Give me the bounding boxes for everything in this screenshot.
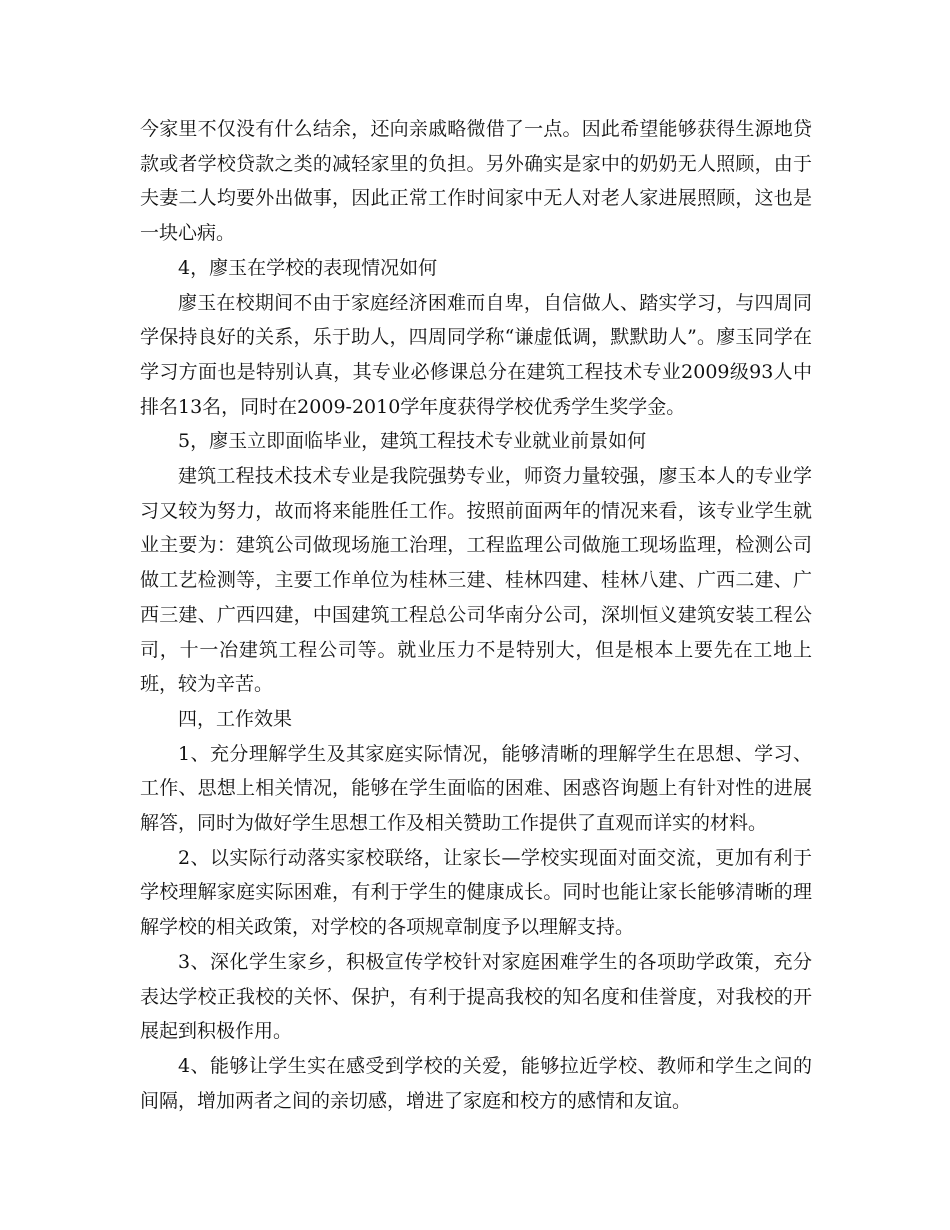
paragraph: 今家里不仅没有什么结余，还向亲戚略微借了一点。因此希望能够获得生源地贷款或者学校贷款之类的减轻家里的负担。另外确实是家中的奶奶无人照顾，由于夫妻二人均要外出做事，因此正常工作时间家中无人对老人家进展照顾，这也是一块心病。 — [140, 118, 812, 245]
paragraph: 4、能够让学生实在感受到学校的关爱，能够拉近学校、教师和学生之间的间隔，增加两者之间的亲切感，增进了家庭和校方的感情和友谊。 — [140, 1054, 812, 1112]
paragraph: 1、充分理解学生及其家庭实际情况，能够清晰的理解学生在思想、学习、工作、思想上相关情况，能够在学生面临的困难、困惑咨询题上有针对性的进展解答，同时为做好学生思想工作及相关赞助工作提供了直观而详实的材料。 — [140, 742, 812, 835]
paragraph: 3、深化学生家乡，积极宣传学校针对家庭困难学生的各项助学政策，充分表达学校正我校的关怀、保护，有利于提高我校的知名度和佳誉度，对我校的开展起到积极作用。 — [140, 950, 812, 1043]
document-page — [140, 112, 812, 1118]
paragraph: 建筑工程技术技术专业是我院强势专业，师资力量较强，廖玉本人的专业学习又较为努力，故而将来能胜任工作。按照前面两年的情况来看，该专业学生就业主要为：建筑公司做现场施工治理，工程监理公司做施工现场监理，检测公司做工艺检测等，主要工作单位为桂林三建、桂林四建、桂林八建、广西二建、广西三建、广西四建，中国建筑工程总公司华南分公司，深圳恒义建筑安装工程公司，十一冶建筑工程公司等。就业压力不是特别大，但是根本上要先在工地上班，较为辛苦。 — [140, 465, 812, 696]
paragraph: 廖玉在校期间不由于家庭经济困难而自卑，自信做人、踏实学习，与四周同学保持良好的关系，乐于助人，四周同学称“谦虚低调，默默助人”。廖玉同学在学习方面也是特别认真，其专业必修课总分在建筑工程技术专业2009级93人中排名13名，同时在2009-2010学年度获得学校优秀学生奖学金。 — [140, 291, 812, 418]
paragraph: 2、以实际行动落实家校联络，让家长—学校实现面对面交流，更加有利于学校理解家庭实际困难，有利于学生的健康成长。同时也能让家长能够清晰的理解学校的相关政策，对学校的各项规章制度予以理解支持。 — [140, 846, 812, 939]
section-heading: 5，廖玉立即面临毕业，建筑工程技术专业就业前景如何 — [178, 430, 647, 453]
section-heading: 4，廖玉在学校的表现情况如何 — [178, 256, 438, 279]
section-heading: 四，工作效果 — [178, 707, 293, 730]
